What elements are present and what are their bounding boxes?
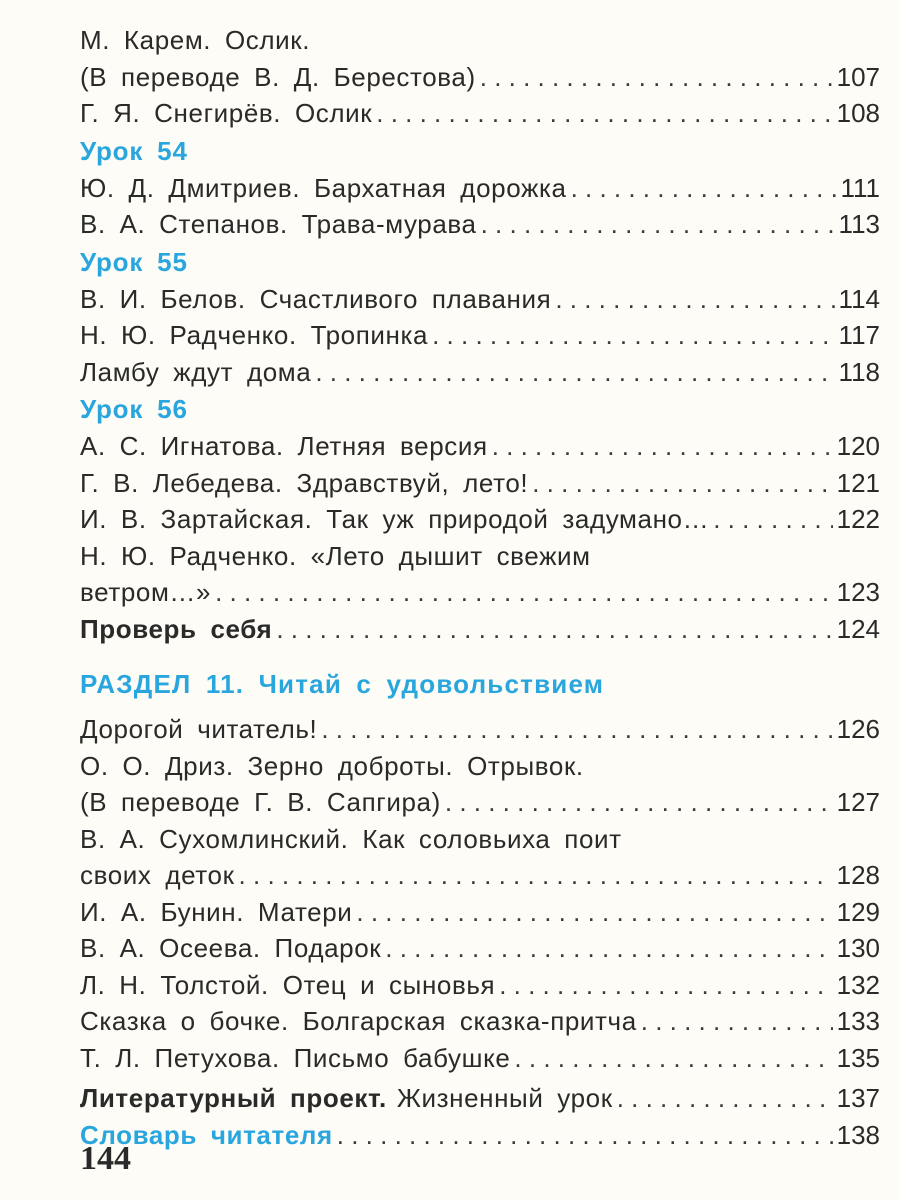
toc-page-number: 122 [836,504,880,534]
toc-entry[interactable] [80,95,880,132]
dot-leader [432,317,834,354]
toc-page-number: 127 [836,787,880,817]
toc-entry[interactable] [80,354,880,391]
toc-entry[interactable] [80,1003,880,1040]
dot-leader [641,1003,833,1040]
toc-page-number: 117 [838,320,880,350]
toc-page-number: 120 [836,431,880,461]
toc-entry-title: Словарь читателя [80,1119,333,1150]
dot-leader [356,894,832,931]
dot-leader [480,59,833,96]
toc-entry[interactable] [80,611,880,648]
dot-leader [499,967,832,1004]
toc-entry-title: О. О. Дриз. Зерно доброты. Отрывок. [80,750,584,781]
toc-entry[interactable] [80,930,880,967]
toc-entry-title: Проверь себя [80,613,273,644]
toc-entry-title: Л. Н. Толстой. Отец и сыновья [80,969,496,1000]
toc-entry-title: Ю. Д. Дмитриев. Бархатная дорожка [80,172,567,203]
toc-entry-title: (В переводе Г. В. Сапгира) [80,787,441,817]
toc-page-number: 113 [838,209,880,239]
dot-leader [514,1040,832,1077]
dot-leader [315,354,834,391]
toc-entry-title: Сказка о бочке. Болгарская сказка-притча [80,1006,637,1036]
toc-page-number: 137 [836,1083,880,1113]
toc-entry-title: Ламбу ждут дома [80,356,312,387]
dot-leader [713,501,832,538]
toc-entry-line1 [80,538,880,575]
lesson-heading: Урок 54 [80,135,188,166]
toc-page-number: 114 [838,283,880,314]
dot-leader [321,711,832,748]
toc-entry-title: Дорогой читатель! [80,714,318,744]
dot-leader [376,95,832,132]
dot-leader [337,1117,833,1154]
toc-entry-line1 [80,22,880,59]
toc-entry-title: ветром…» [80,577,212,607]
toc-entry-title: И. А. Бунин. Матери [80,896,353,927]
toc-entry-title: Жизненный урок [396,1083,613,1113]
toc-page-number: 124 [836,613,880,644]
toc-entry-title: Н. Ю. Радченко. «Лето дышит свежим [80,540,591,571]
toc-page-number: 128 [836,860,880,890]
toc-page-number: 107 [836,61,880,92]
toc-entry[interactable] [80,1080,880,1117]
toc-entry[interactable] [80,1040,880,1077]
toc-entry-title: Т. Л. Петухова. Письмо бабушке [80,1042,511,1073]
toc-entry-title: В. И. Белов. Счастливого плавания [80,283,552,314]
toc-entry[interactable] [80,967,880,1004]
toc-entry[interactable] [80,894,880,931]
toc-entry-title: В. А. Степанов. Трава-мурава [80,209,477,239]
toc-page-number: 132 [836,969,880,1000]
dot-leader [385,930,832,967]
lesson-heading: Урок 55 [80,246,188,277]
toc-page-number: 130 [836,933,880,963]
toc-entry[interactable] [80,784,880,821]
toc-entry-title: Н. Ю. Радченко. Тропинка [80,320,429,350]
toc-page-number: 129 [836,896,880,927]
toc-entry[interactable] [80,317,880,354]
toc-page-number: 135 [836,1042,880,1073]
toc-entry[interactable] [80,501,880,538]
toc-entry-title: Г. В. Лебедева. Здравствуй, лето! [80,467,529,498]
toc-entry-title: М. Карем. Ослик. [80,25,311,55]
toc-entry-title: Г. Я. Снегирёв. Ослик [80,98,373,128]
toc-entry-title: В. А. Сухомлинский. Как соловьиха поит [80,823,622,854]
toc-entry[interactable] [80,428,880,465]
toc-entry[interactable] [80,281,880,318]
dot-leader [571,170,837,207]
toc-entry-title: А. С. Игнатова. Летняя версия [80,431,488,461]
toc-entry-line1 [80,821,880,858]
table-of-contents [80,22,880,1153]
toc-entry[interactable] [80,465,880,502]
dot-leader [239,857,833,894]
page-number: 144 [80,1140,131,1177]
toc-entry[interactable] [80,170,880,207]
toc-entry-title: (В переводе В. Д. Берестова) [80,61,476,92]
toc-entry[interactable] [80,59,880,96]
toc-entry-title-bold: Литературный проект. [80,1083,387,1113]
toc-entry[interactable] [80,206,880,243]
toc-entry-title: В. А. Осеева. Подарок [80,933,382,963]
toc-entry[interactable] [80,574,880,611]
toc-entry[interactable] [80,711,880,748]
section-heading: РАЗДЕЛ 11. Читай с удовольствием [80,669,605,699]
toc-page-number: 126 [836,714,880,744]
dot-leader [481,206,835,243]
dot-leader [532,465,832,502]
lesson-heading: Урок 56 [80,394,188,424]
toc-page-number: 118 [838,356,880,387]
toc-entry-line1 [80,748,880,785]
dot-leader [492,428,833,465]
toc-page-number: 123 [836,577,880,607]
dot-leader [276,611,832,648]
toc-page-number: 111 [840,172,880,203]
toc-page-number: 133 [836,1006,880,1036]
toc-entry[interactable] [80,857,880,894]
toc-entry-title: своих деток [80,860,235,890]
toc-entry-title: И. В. Зартайская. Так уж природой задумано… [80,504,710,534]
dot-leader [445,784,833,821]
toc-page-number: 138 [836,1119,880,1150]
toc-page-number: 121 [836,467,880,498]
dot-leader [617,1080,833,1117]
toc-entry[interactable] [80,1117,880,1154]
toc-page-number: 108 [836,98,880,128]
dot-leader [215,574,833,611]
dot-leader [555,281,834,318]
